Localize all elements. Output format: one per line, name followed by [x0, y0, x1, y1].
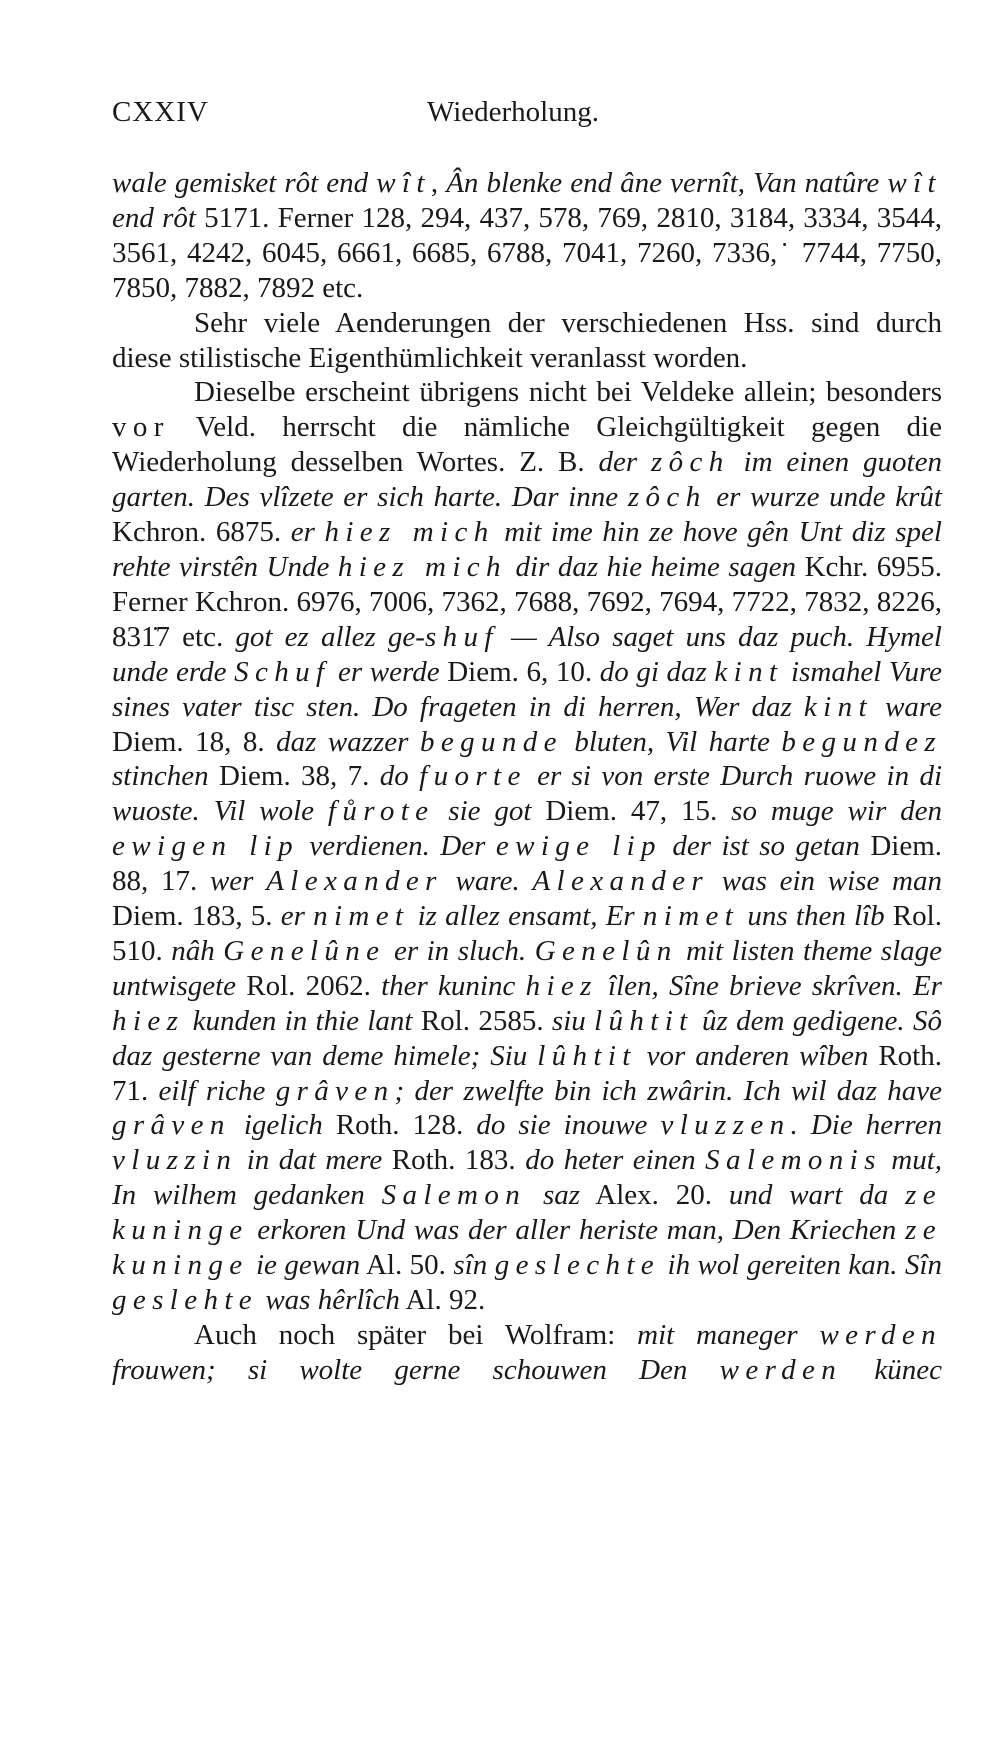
running-head: [112, 96, 942, 132]
quotation-text: mit maneger: [637, 1318, 820, 1351]
quotation-text: end rôt: [112, 201, 196, 234]
quotation-text: er in sluch.: [385, 934, 535, 967]
page-number: CXXIV: [112, 96, 209, 128]
quotation-text: do heter einen: [525, 1144, 706, 1177]
quotation-text: mut, In wilhem gedanken: [112, 1144, 943, 1212]
quotation-text: er si von erste Durch ruowe in di wuoste. Vil wole: [112, 760, 943, 828]
emphasized-word: vluzzen: [660, 1109, 791, 1142]
quotation-text: sîn: [453, 1249, 495, 1282]
emphasized-word: Genelûne: [223, 934, 386, 967]
body-text-run: Diem. 88, 17.: [112, 830, 943, 898]
emphasized-word: lûhtit: [537, 1039, 637, 1072]
emphasized-word: vluzzin: [112, 1144, 238, 1177]
quotation-text: eilf riche: [158, 1074, 276, 1107]
body-text-run: Veld. herrscht die nämliche Gleichgültigkeit gegen die Wiederholung desselben Wortes. Z. B.: [112, 411, 942, 479]
quotation-text: do gi daz: [599, 655, 715, 688]
quotation-text: in dat mere: [237, 1144, 383, 1177]
emphasized-word: fůrote: [327, 795, 435, 828]
emphasized-word: werden: [819, 1318, 943, 1351]
body-text-run: Kchr. 6955. Ferner Kchron. 6976, 7006, 7362, 7688, 7692, 7694, 7722, 7832, 8226, 831̇7 etc.: [112, 550, 942, 653]
body-text-run: Alex. 20.: [580, 1179, 729, 1212]
emphasized-word: geslehte: [112, 1284, 259, 1316]
quotation-text: kunden in thie lant: [184, 1004, 413, 1037]
body-text-run: Diem. 18, 8.: [112, 725, 277, 758]
body-text-run: Rol. 2062.: [236, 969, 382, 1002]
emphasized-word: lûhtit: [594, 1004, 694, 1037]
emphasized-word: hiez: [112, 1004, 185, 1037]
quotation-text: und wart da: [728, 1179, 906, 1212]
emphasized-word: zôch: [627, 481, 707, 514]
quotation-text: . Die herren: [790, 1109, 942, 1142]
emphasized-word: nimet: [313, 900, 410, 933]
emphasized-word: werden: [719, 1353, 843, 1386]
emphasized-word: begunde: [419, 725, 563, 758]
quotation-text: im einen guoten garten. Des vlîzete er sich harte. Dar inne: [112, 446, 942, 514]
quotation-text: so muge wir den: [731, 795, 942, 828]
quotation-text: do: [379, 760, 420, 793]
emphasized-word: hiez: [525, 969, 598, 1002]
body-text-run: Kchron. 6875.: [112, 516, 291, 549]
emphasized-word: ze kuninge: [112, 1214, 942, 1282]
quotation-text: ismahel Vure sines vater tisc sten. Do frageten in di herren, Wer daz: [112, 655, 943, 723]
quotation-text: ie gewan: [248, 1249, 361, 1282]
running-title: Wiederholung.: [427, 96, 599, 128]
quotation-text: Ân blenke end âne vernît, Van natûre: [446, 167, 888, 199]
paragraph: [112, 306, 942, 376]
paragraph: [112, 1318, 942, 1388]
quotation-text: îlen, Sîne brieve skrîven. Er: [597, 969, 942, 1002]
quotation-text: ware: [872, 690, 942, 723]
emphasized-word: zôch: [650, 446, 730, 479]
emphasized-word: fuorte: [419, 760, 527, 793]
quotation-text: ûz dem gedigene. Sô daz gesterne van deme himele; Siu: [112, 1004, 943, 1072]
emphasized-word: hiez mich: [324, 516, 495, 549]
emphasized-word: Schuf: [234, 655, 331, 688]
emphasized-word: geslechte: [494, 1249, 661, 1282]
quotation-text: frouwen; si wolte gerne schouwen Den: [112, 1353, 720, 1386]
quotation-text: nâh: [171, 934, 224, 967]
body-text-run: Rol. 2585.: [412, 1004, 552, 1037]
quotation-text: er werde: [330, 655, 440, 688]
body-text: [112, 166, 942, 1388]
body-text-run: Al. 92.: [399, 1284, 486, 1316]
quotation-text: ih wol gereiten kan. Sîn: [660, 1249, 943, 1282]
emphasized-word: Alexander: [266, 865, 443, 898]
quotation-text: wer: [209, 865, 267, 898]
emphasized-word: ewigen lip: [112, 830, 299, 863]
quotation-text: bluten, Vil harte: [562, 725, 782, 758]
quotation-text: uns then lîb: [739, 900, 885, 933]
quotation-text: dir daz hie heime sagen: [506, 550, 797, 583]
emphasized-word: Salemon: [381, 1179, 527, 1212]
emphasized-word: kint: [803, 690, 873, 723]
quotation-text: sie got: [434, 795, 532, 828]
body-text-run: Roth. 183.: [382, 1144, 526, 1177]
body-text-run: Roth. 128.: [322, 1109, 477, 1142]
emphasized-word: Alexander: [532, 865, 710, 898]
quotation-text: ther kuninc: [381, 969, 526, 1002]
body-text-run: Dieselbe erscheint übrigens nicht bei Veldeke allein; besonders: [194, 376, 942, 409]
quotation-text: ; der zwelfte bin ich zwârin. Ich wil daz have: [394, 1074, 942, 1107]
quotation-text: künec: [842, 1353, 942, 1386]
body-text-run: Diem. 38, 7.: [208, 760, 380, 793]
quotation-text: daz wazzer: [276, 725, 420, 758]
quotation-text: verdienen. Der: [298, 830, 496, 863]
quotation-text: iz allez ensamt, Er: [409, 900, 643, 933]
quotation-text: er: [290, 516, 325, 549]
quotation-text: der ist so getan: [661, 830, 860, 863]
emphasized-word: Salemonis: [705, 1144, 882, 1177]
emphasized-word: kint: [714, 655, 784, 688]
quotation-text: stinchen: [112, 760, 209, 793]
body-text-run: Sehr viele Aenderungen der verschiedenen Hss. sind durch diese stilistische Eigenthümlichkeit veranlasst worden.: [112, 306, 942, 374]
quotation-text: siu: [551, 1004, 595, 1037]
body-text-run: Roth. 71.: [112, 1039, 942, 1107]
paragraph: [112, 375, 942, 1317]
paragraph: [112, 166, 942, 306]
emphasized-word: grâven: [112, 1109, 231, 1142]
quotation-text: mit listen theme slage untwisgete: [112, 934, 942, 1002]
body-text-run: Diem. 183, 5.: [112, 900, 281, 933]
quotation-text: er: [280, 900, 314, 933]
body-text-run: Diem. 47, 15.: [531, 795, 732, 828]
emphasized-word: Genelûn: [534, 934, 678, 967]
spaced-word: vor: [112, 411, 170, 444]
emphasized-word: wît: [376, 167, 431, 199]
body-text-run: ,: [430, 167, 447, 199]
quotation-text: er wurze unde krût: [706, 481, 942, 514]
body-text-run: Diem. 6, 10.: [439, 655, 600, 688]
quotation-text: saz: [526, 1179, 581, 1212]
body-text-run: -: [415, 620, 425, 653]
emphasized-word: nimet: [642, 900, 740, 933]
quotation-text: vor anderen wîben: [636, 1039, 869, 1072]
body-text-run: Rol. 510.: [112, 900, 942, 967]
quotation-text: do sie inouwe: [476, 1109, 661, 1142]
emphasized-word: ewige lip: [495, 830, 662, 863]
body-text-run: Al. 50.: [360, 1249, 454, 1282]
emphasized-word: grâven: [275, 1074, 395, 1107]
emphasized-word: ze kuninge: [112, 1179, 942, 1247]
quotation-text: was ein wise man: [709, 865, 943, 898]
emphasized-word: shuf: [424, 620, 499, 653]
quotation-text: — Also saget uns daz puch. Hymel unde erde: [112, 620, 942, 688]
quotation-text: ware.: [442, 865, 533, 898]
emphasized-word: wît: [887, 167, 942, 199]
quotation-text: wale gemisket rôt end: [112, 167, 377, 199]
quotation-text: der: [598, 446, 651, 479]
quotation-text: erkoren Und was der aller heriste man, Den Kriechen: [248, 1214, 906, 1247]
body-text-run: Auch noch später bei Wolfram:: [194, 1318, 638, 1351]
body-text-run: 5171. Ferner 128, 294, 437, 578, 769, 2810, 3184, 3334, 3544, 3561, 4242, 6045, 6661, 6685, 6788, 7041, 7260, 7336,˙ 7744, 7750, 7850, 7882, 7892 etc.: [112, 201, 943, 304]
quotation-text: igelich: [230, 1109, 323, 1142]
quotation-text: was hêrlîch: [258, 1284, 400, 1316]
quotation-text: mit ime hin ze hove gên Unt diz spel rehte virstên Unde: [112, 516, 942, 583]
quotation-text: got ez allez ge: [235, 620, 416, 653]
emphasized-word: hiez mich: [337, 550, 507, 583]
emphasized-word: begundez: [781, 725, 942, 758]
